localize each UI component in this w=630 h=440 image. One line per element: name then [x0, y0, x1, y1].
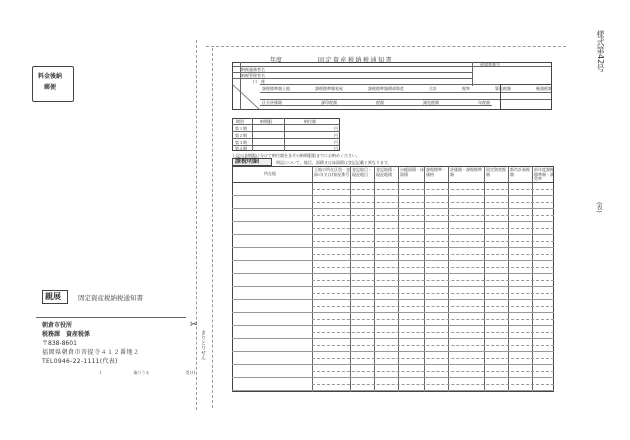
postage-line2: 郵便 — [44, 84, 57, 91]
table-row-subline — [312, 306, 554, 307]
left-perforation — [196, 40, 197, 410]
schedule-note: 上記の各期限に分けて納付額を各月の納期限限までにお納めください。 — [232, 153, 360, 158]
rule — [260, 105, 492, 106]
rule — [232, 138, 340, 139]
table-row-subline — [312, 202, 554, 203]
details-header: 台帳面積・床面積 — [400, 167, 424, 177]
table-row-subline — [312, 254, 554, 255]
table-row — [232, 273, 554, 274]
rule — [232, 145, 340, 146]
tax-right-box — [500, 84, 552, 110]
form-number: 様式第42号 — [596, 30, 605, 73]
envelope-divider — [36, 317, 186, 318]
notice-number-label: 通知書番号 — [480, 62, 500, 67]
details-header: 土地の所在区別・登録の(又は)家屋番号 — [314, 167, 350, 177]
table-row — [232, 299, 554, 300]
tax-col: 税率 — [462, 86, 470, 91]
table-row-subline — [312, 332, 554, 333]
table-row-subline — [312, 228, 554, 229]
table-row-subline — [312, 280, 554, 281]
schedule-header: 期別 — [236, 119, 244, 124]
oyaten-label: 親展 — [45, 292, 61, 301]
table-row — [232, 312, 554, 313]
manager-name-label: 納税管理者名 — [241, 73, 265, 78]
schedule-row: 第２期 — [235, 133, 247, 138]
details-header: 都市計画税額 — [510, 167, 530, 177]
table-row-subline — [312, 241, 554, 242]
table-row-subline — [312, 215, 554, 216]
tax-col2-labels — [262, 100, 490, 105]
table-row — [232, 247, 554, 248]
table-row — [232, 208, 554, 209]
table-row-subline — [312, 293, 554, 294]
table-row — [232, 325, 554, 326]
rule — [252, 118, 253, 151]
tax-col: 課税標準額土地 — [262, 86, 290, 91]
postage-line1: 料金後納 — [38, 73, 63, 80]
table-row — [232, 338, 554, 339]
tax-col: 軽減税額 — [536, 86, 552, 91]
taxpayer-name-label: 納税義務者名 — [241, 67, 265, 72]
schedule-row: 第３期 — [235, 140, 247, 145]
sender-tel: TEL0946-22-1111(代表) — [42, 358, 118, 365]
details-header: 評価額・課税標準額 — [450, 167, 482, 177]
back-mark: (表) — [595, 202, 602, 213]
details-header: 所在地 — [264, 171, 276, 176]
details-header: 登記地積・現況地積 — [376, 167, 396, 177]
details-header: 登記地目・現況地目 — [352, 167, 372, 177]
tax-col2: 減免税額 — [423, 100, 439, 105]
table-row-subline — [312, 371, 554, 372]
table-row-subline — [312, 384, 554, 385]
table-row — [232, 351, 554, 352]
table-row — [232, 195, 554, 196]
sender-postal: 〒838-8601 — [42, 340, 77, 347]
rule — [232, 131, 340, 132]
schedule-yen: 円 — [334, 140, 338, 145]
schedule-header: 納期限 — [260, 119, 272, 124]
schedule-yen: 円 — [334, 146, 338, 151]
tax-col2: 課印税額 — [321, 100, 337, 105]
sender-dept: 税務課 資産税係 — [42, 331, 91, 338]
return-note: ( 取りうる 受け) — [100, 370, 196, 375]
tax-col: 課税標準額償却資産 — [368, 86, 404, 91]
tax-col: 算出税額 — [495, 86, 511, 91]
cut-line-label: きりとりせん — [200, 330, 206, 360]
scissor-icon: ✂ — [190, 320, 198, 330]
details-title: 課税明細 — [235, 158, 260, 165]
table-row — [232, 221, 554, 222]
tax-col2: 税額 — [376, 100, 384, 105]
details-header: 固定資産税額 — [486, 167, 506, 177]
table-row — [232, 364, 554, 365]
rule — [232, 78, 472, 79]
main-left-perforation — [212, 48, 213, 408]
schedule-row: 第４期 — [235, 146, 247, 151]
rule — [284, 118, 285, 151]
table-row — [232, 260, 554, 261]
rule — [232, 72, 472, 73]
details-header: 前年度課税標準額・減免率 — [534, 167, 554, 181]
schedule-row: 第１期 — [235, 126, 247, 131]
table-row — [232, 390, 554, 391]
tax-col: 合計 — [429, 86, 437, 91]
schedule-yen: 円 — [334, 126, 338, 131]
details-header: 課税標準・価格 — [426, 167, 446, 177]
table-row — [232, 286, 554, 287]
schedule-header: 納付額 — [304, 119, 316, 124]
sender-org: 朝倉市役所 — [42, 322, 73, 329]
table-row-subline — [312, 267, 554, 268]
sender-address: 福岡県朝倉市菩提寺４１２番地２ — [42, 349, 140, 356]
rule — [232, 182, 554, 183]
schedule-table — [232, 118, 340, 151]
tax-col2: 年税額 — [478, 100, 490, 105]
schedule-yen: 円 — [334, 133, 338, 138]
rule — [232, 124, 340, 125]
notice-title: 固定資産税納税通知書 — [318, 57, 394, 64]
notice-year: 年度 — [270, 57, 283, 64]
diagonal-marks — [232, 84, 262, 110]
table-row-subline — [312, 319, 554, 320]
table-row — [232, 234, 554, 235]
rule — [472, 62, 473, 86]
table-row — [232, 377, 554, 378]
envelope-title: 固定資産税納税通知書 — [78, 294, 143, 302]
table-row-subline — [312, 358, 554, 359]
table-row-subline — [312, 189, 554, 190]
top-perforation — [206, 46, 566, 47]
tax-col2: 区分評価額 — [262, 100, 282, 105]
details-note: 明記について、地目、面積又は床面積は登記記載と異なります。 — [276, 160, 392, 165]
kuchi-label: 口 座 — [253, 79, 265, 84]
tax-col: 課税標準額家屋 — [315, 86, 343, 91]
table-row-subline — [312, 345, 554, 346]
